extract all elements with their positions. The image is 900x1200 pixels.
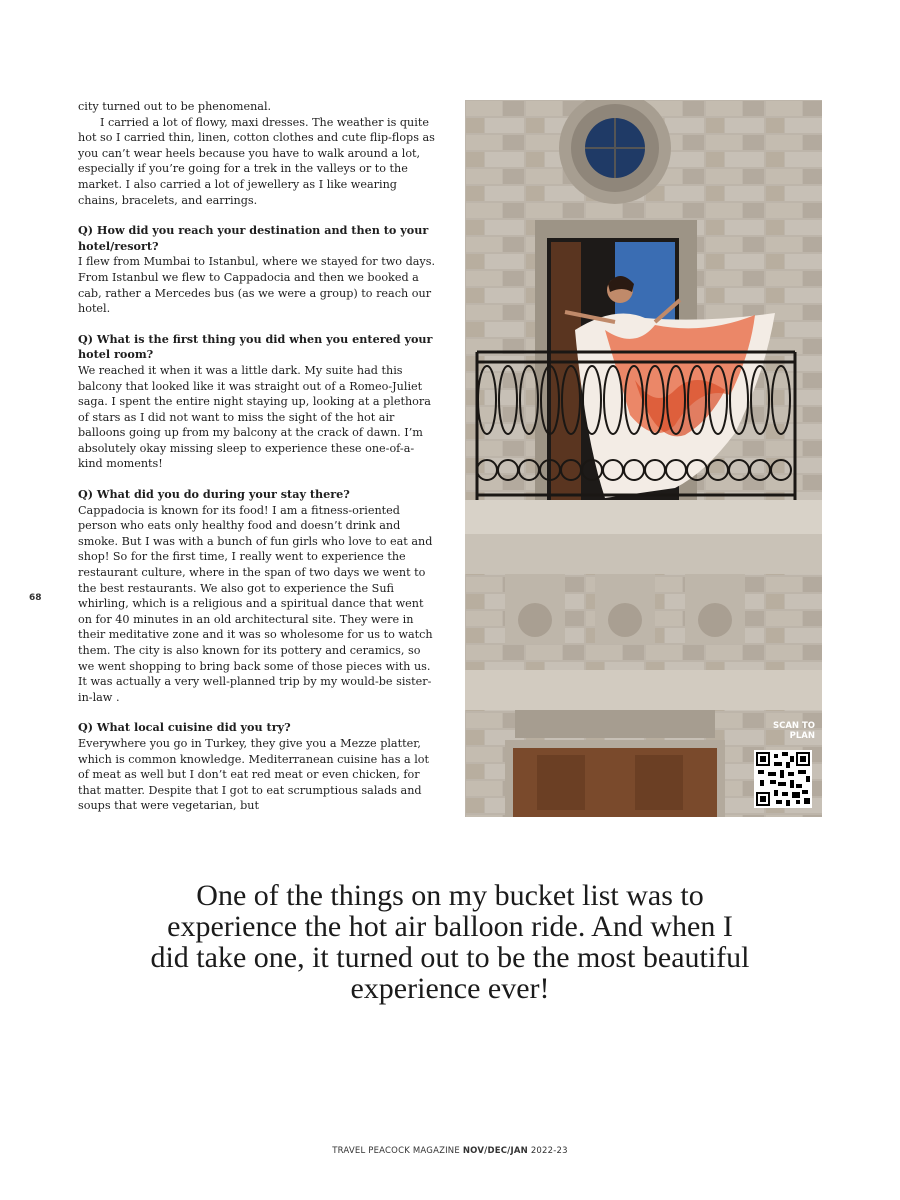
balcony-photo-illustration	[465, 100, 822, 817]
article-paragraph: city turned out to be phenomenal.	[78, 100, 272, 113]
pull-quote: One of the things on my bucket list was to experience the hot air balloon ride. And when I did take one, it turned out to be the most beautiful experience ever!	[150, 879, 750, 1005]
footer-year: 2022-23	[530, 1146, 568, 1156]
magazine-footer	[0, 1146, 900, 1156]
article-question: Q) How did you reach your destination and then to your hotel/resort?	[78, 223, 429, 253]
article-paragraph: Everywhere you go in Turkey, they give you a Mezze platter, which is common knowledge. Mediterranean cuisine has a lot of meat as well but I don’t eat red meat or even chicken, for that matter. Despite that I got to eat scrumptious salads and soups that were vegetarian, but	[78, 736, 430, 813]
article-question: Q) What is the first thing you did when you entered your hotel room?	[78, 331, 433, 362]
qr-code-graphic	[754, 750, 812, 808]
article-paragraph: We reached it when it was a little dark. My suite had this balcony that looked like it was straight out of a Romeo-Juliet saga. I spent the entire night staying up, looking at a plethora of stars as I did not want to miss the sight of the hot air balloons going up from my balcony at the crack of dawn. I’m absolutely okay missing sleep to experience these one-of-a-kind moments!	[78, 363, 431, 471]
footer-issue: NOV/DEC/JAN	[462, 1146, 528, 1156]
article-paragraph: I flew from Mumbai to Istanbul, where we stayed for two days. From Istanbul we flew to Cappadocia and then we booked a cab, rather a Mercedes bus (as we were a group) to reach our hotel.	[78, 255, 436, 316]
article-column	[78, 99, 438, 814]
qr-code-icon[interactable]	[754, 750, 812, 808]
scan-label-line-2: PLAN	[789, 731, 815, 741]
scan-to-plan-label	[755, 721, 815, 741]
footer-magazine-name: TRAVEL PEACOCK MAGAZINE	[332, 1146, 460, 1156]
article-question: Q) What local cuisine did you try?	[78, 720, 291, 735]
balcony-photo	[465, 100, 822, 817]
page-number: 68	[29, 593, 42, 603]
article-paragraph: I carried a lot of flowy, maxi dresses. The weather is quite hot so I carried thin, linen, cotton clothes and cute flip-flops as you can’t wear heels because you have to walk around a lot, especially if you’re going for a trek in the valleys or to the market. I also carried a lot of jewellery as I like wearing chains, bracelets, and earrings.	[78, 115, 435, 207]
article-paragraph: Cappadocia is known for its food! I am a fitness-oriented person who eats only healthy food and doesn’t drink and smoke. But I was with a bunch of fun girls who love to eat and shop! So for the first time, I really went to experience the restaurant culture, where in the span of two days we went to the best restaurants. We also got to experience the Sufi whirling, which is a religious and a spiritual dance that went on for 40 minutes in an old architectural site. They were in their meditative zone and it was so wholesome for us to watch them. The city is also known for its pottery and ceramics, so we went shopping to bring back some of those pieces with us. It was actually a very well-planned trip by my would-be sister-in-law .	[78, 503, 433, 704]
scan-label-line-1: SCAN TO	[772, 721, 815, 731]
article-question: Q) What did you do during your stay there?	[78, 487, 350, 502]
